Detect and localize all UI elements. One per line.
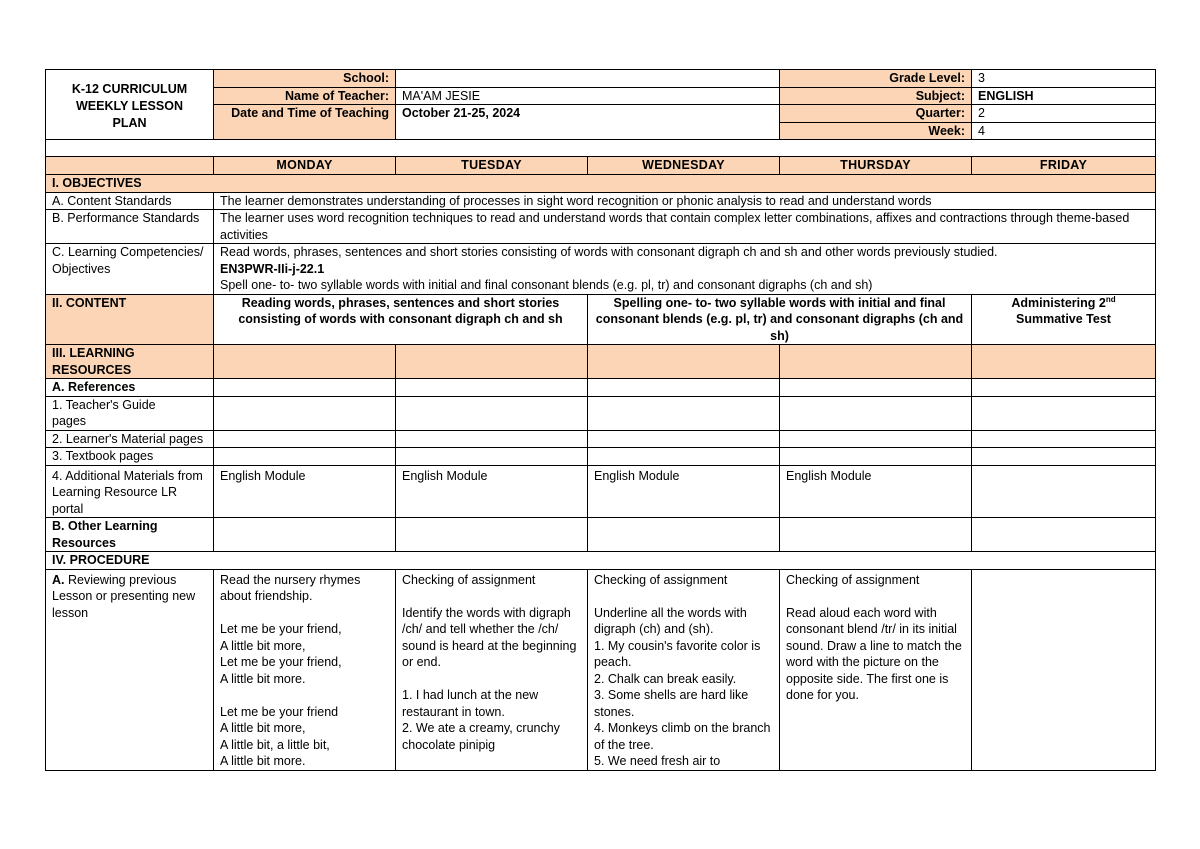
procedure-a-letter: A. xyxy=(52,572,65,587)
references-mon[interactable] xyxy=(214,379,396,397)
references-label: A. References xyxy=(46,379,214,397)
textbook-pages-label: 3. Textbook pages xyxy=(46,448,214,466)
performance-standards-text: The learner uses word recognition techniques to read and understand words that contain complex letter combinations, affixes and contractions through theme-based activities xyxy=(214,210,1156,244)
textbook-pages-thu[interactable] xyxy=(780,448,972,466)
objectives-heading: I. OBJECTIVES xyxy=(46,175,1156,193)
procedure-a-friday[interactable] xyxy=(972,569,1156,770)
teacher-label: Name of Teacher: xyxy=(214,87,396,105)
date-label: Date and Time of Teaching xyxy=(214,105,396,140)
competency-1: Read words, phrases, sentences and short stories consisting of words with consonant digraph ch and sh and other words previously studied. xyxy=(220,245,998,259)
competency-code: EN3PWR-IIi-j-22.1 xyxy=(220,261,325,276)
day-tuesday: TUESDAY xyxy=(396,157,588,175)
grade-level-value[interactable]: 3 xyxy=(972,70,1156,88)
references-fri[interactable] xyxy=(972,379,1156,397)
resources-tue xyxy=(396,345,588,379)
other-resources-mon[interactable] xyxy=(214,518,396,552)
additional-materials-thu[interactable]: English Module xyxy=(780,465,972,518)
additional-materials-wed[interactable]: English Module xyxy=(588,465,780,518)
tg-pages-label: 1. Teacher's Guide pages xyxy=(46,396,214,430)
procedure-a-thursday[interactable]: Checking of assignment Read aloud each word with consonant blend /tr/ in its initial sound. Draw a line to match the word with the picture on the opposite side. The first one is done for you. xyxy=(780,569,972,770)
resources-wed xyxy=(588,345,780,379)
competencies-cell xyxy=(214,244,1156,295)
day-monday: MONDAY xyxy=(214,157,396,175)
procedure-a-text: Reviewing previous Lesson or presenting new lesson xyxy=(52,572,196,620)
textbook-pages-mon[interactable] xyxy=(214,448,396,466)
quarter-value[interactable]: 2 xyxy=(972,105,1156,123)
content-friday-main: Administering 2 xyxy=(1011,295,1106,310)
resources-thu xyxy=(780,345,972,379)
day-friday: FRIDAY xyxy=(972,157,1156,175)
content-mon-tue: Reading words, phrases, sentences and short stories consisting of words with consonant digraph ch and sh xyxy=(214,294,588,345)
procedure-heading: IV. PROCEDURE xyxy=(46,552,1156,570)
day-wednesday: WEDNESDAY xyxy=(588,157,780,175)
tg-pages-tue[interactable] xyxy=(396,396,588,430)
additional-materials-mon[interactable]: English Module xyxy=(214,465,396,518)
tg-pages-mon[interactable] xyxy=(214,396,396,430)
resources-mon xyxy=(214,345,396,379)
lm-pages-fri[interactable] xyxy=(972,430,1156,448)
school-value[interactable] xyxy=(396,70,780,88)
additional-materials-tue[interactable]: English Module xyxy=(396,465,588,518)
subject-label: Subject: xyxy=(780,87,972,105)
tg-pages-fri[interactable] xyxy=(972,396,1156,430)
teacher-value[interactable]: MA'AM JESIE xyxy=(396,87,780,105)
textbook-pages-tue[interactable] xyxy=(396,448,588,466)
lm-pages-tue[interactable] xyxy=(396,430,588,448)
content-standards-label: A. Content Standards xyxy=(46,192,214,210)
school-label: School: xyxy=(214,70,396,88)
resources-fri xyxy=(972,345,1156,379)
grade-level-label: Grade Level: xyxy=(780,70,972,88)
procedure-a-monday[interactable]: Read the nursery rhymes about friendship. Let me be your friend, A little bit more, Let me be your friend, A little bit more. Let me be your friend A little bit more, A little bit, a little bit, A little bit more. xyxy=(214,569,396,770)
content-wed-thu: Spelling one- to- two syllable words with initial and final consonant blends (e.g. pl, tr) and consonant digraphs (ch and sh) xyxy=(588,294,972,345)
other-resources-fri[interactable] xyxy=(972,518,1156,552)
lm-pages-thu[interactable] xyxy=(780,430,972,448)
content-friday-tail: Summative Test xyxy=(1016,312,1111,326)
day-thursday: THURSDAY xyxy=(780,157,972,175)
procedure-a-label xyxy=(46,569,214,770)
date-value[interactable]: October 21-25, 2024 xyxy=(396,105,780,140)
lm-pages-mon[interactable] xyxy=(214,430,396,448)
additional-materials-label: 4. Additional Materials from Learning Resource LR portal xyxy=(46,465,214,518)
day-header-blank xyxy=(46,157,214,175)
content-friday-sup: nd xyxy=(1105,294,1116,304)
competencies-label: C. Learning Competencies/ Objectives xyxy=(46,244,214,295)
lm-pages-label: 2. Learner's Material pages xyxy=(46,430,214,448)
other-resources-wed[interactable] xyxy=(588,518,780,552)
references-tue[interactable] xyxy=(396,379,588,397)
plan-title: K-12 CURRICULUM WEEKLY LESSON PLAN xyxy=(46,70,214,140)
textbook-pages-fri[interactable] xyxy=(972,448,1156,466)
week-value[interactable]: 4 xyxy=(972,122,1156,140)
content-standards-text: The learner demonstrates understanding of processes in sight word recognition or phonic analysis to read and understand words xyxy=(214,192,1156,210)
procedure-a-wednesday[interactable]: Checking of assignment Underline all the words with digraph (ch) and (sh). 1. My cousin's favorite color is peach. 2. Chalk can break easily. 3. Some shells are hard like stones. 4. Monkeys climb on the branch of the tree. 5. We need fresh air to xyxy=(588,569,780,770)
week-label: Week: xyxy=(780,122,972,140)
references-wed[interactable] xyxy=(588,379,780,397)
lm-pages-wed[interactable] xyxy=(588,430,780,448)
content-friday xyxy=(972,294,1156,345)
content-heading: II. CONTENT xyxy=(46,294,214,345)
other-resources-thu[interactable] xyxy=(780,518,972,552)
performance-standards-label: B. Performance Standards xyxy=(46,210,214,244)
references-thu[interactable] xyxy=(780,379,972,397)
lesson-plan-table xyxy=(45,69,1156,771)
quarter-label: Quarter: xyxy=(780,105,972,123)
other-resources-label: B. Other Learning Resources xyxy=(46,518,214,552)
procedure-a-tuesday[interactable]: Checking of assignment Identify the words with digraph /ch/ and tell whether the /ch/ sound is heard at the beginning or end. 1. I had lunch at the new restaurant in town. 2. We ate a creamy, crunchy chocolate pinipig xyxy=(396,569,588,770)
other-resources-tue[interactable] xyxy=(396,518,588,552)
tg-pages-wed[interactable] xyxy=(588,396,780,430)
resources-heading: III. LEARNING RESOURCES xyxy=(46,345,214,379)
subject-value[interactable]: ENGLISH xyxy=(972,87,1156,105)
additional-materials-fri[interactable] xyxy=(972,465,1156,518)
competency-2: Spell one- to- two syllable words with initial and final consonant blends (e.g. pl, tr) and consonant digraphs (ch and sh) xyxy=(220,278,873,292)
tg-pages-thu[interactable] xyxy=(780,396,972,430)
textbook-pages-wed[interactable] xyxy=(588,448,780,466)
spacer-row xyxy=(46,140,1156,157)
